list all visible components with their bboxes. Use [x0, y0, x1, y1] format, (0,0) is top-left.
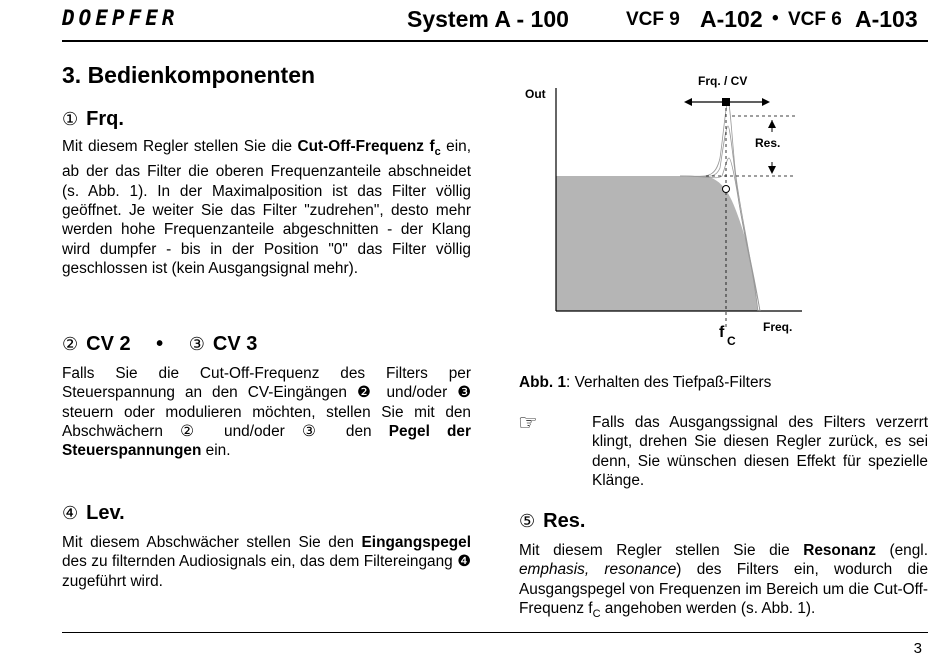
lev-text — [62, 533, 471, 591]
a103-label: A-103 — [855, 6, 918, 32]
frq-sub-c: c — [434, 146, 441, 159]
cv-text-part: Falls Sie die Cut-Off-Frequenz des Filters per Steuerspannung an den CV-Eingängen ❷ und/oder ❸ steuern oder modulieren möchten, stellen Sie mit den Abschwächern ② und/oder ③ den — [62, 365, 471, 440]
frq-heading — [62, 108, 124, 131]
note-text: Falls das Ausgangssignal des Filters verzerrt klingt, drehen Sie diesen Regler zurück, es sei denn, Sie wünschen diesen Effekt für spezielle Klänge. — [592, 414, 928, 489]
section-title: 3. Bedienkomponenten — [62, 62, 316, 88]
header-bullet: • — [772, 8, 779, 29]
res-arrow-top-head — [768, 120, 776, 128]
caption-label: Abb. 1 — [519, 374, 567, 391]
lev-heading — [62, 502, 125, 525]
frq-bold-cutoff: Cut-Off-Frequenz f — [297, 138, 435, 155]
res-text-part: angehoben werden (s. Abb. 1). — [600, 599, 816, 617]
cv3-title: CV 3 — [212, 333, 258, 355]
cv-text-part: ein. — [201, 442, 231, 460]
frq-marker — [722, 98, 730, 106]
system-title: System A - 100 — [407, 6, 569, 32]
page-number: 3 — [913, 640, 922, 657]
frq-text — [62, 137, 471, 278]
cv2-title: CV 2 — [86, 333, 131, 355]
cutoff-point — [723, 186, 730, 193]
lev-number: ④ — [62, 503, 79, 523]
res-title: Res. — [543, 510, 586, 532]
frq-text-part: ein, ab der das Filter die oberen Frequenzanteile abschneidet (s. Abb. 1). In der Maximalposition ist das Filter völlig geöffnet. Je weiter Sie das Filter "zudrehen", desto mehr werden hohe Frequenzanteile abgeschnitten - der Klang wird dumpfer - bis in der Position "0" das Filter völlig geschlossen ist (kein Ausgangsignal mehr). — [62, 138, 471, 277]
frq-text-part: Mit diesem Regler stellen Sie die — [62, 138, 298, 155]
lev-text-part: des zu filternden Audiosignals ein, das dem Filtereingang ❹ zugeführt wird. — [62, 553, 471, 590]
cv-dot: • — [156, 333, 164, 355]
res-arrow-bottom-head — [768, 166, 776, 174]
lowpass-figure — [510, 68, 810, 358]
fc-f-label: f — [719, 324, 725, 341]
freq-label: Freq. — [763, 320, 793, 334]
frq-cv-label: Frq. / CV — [698, 74, 748, 88]
a102-label: A-102 — [700, 6, 763, 32]
frq-arrow-left-head — [684, 98, 692, 106]
lev-title: Lev. — [86, 502, 125, 524]
cv3-number: ③ — [188, 334, 205, 354]
out-label: Out — [525, 87, 546, 101]
res-sub-c: C — [592, 607, 601, 620]
frq-arrow-right-head — [762, 98, 770, 106]
figure-caption — [519, 374, 771, 392]
res-text-part: Mit diesem Regler stellen Sie die — [519, 542, 804, 559]
res-text — [519, 541, 928, 624]
lev-bold-eingangspegel: Eingangspegel — [361, 534, 471, 551]
res-bold-resonanz: Resonanz — [803, 542, 876, 559]
cv-heading — [62, 333, 257, 356]
cv2-number: ② — [62, 334, 79, 354]
header-rule — [62, 40, 928, 42]
vcf9-label: VCF 9 — [626, 9, 680, 30]
res-italic-emphasis: emphasis, resonance — [519, 561, 677, 579]
res-label: Res. — [755, 136, 781, 150]
doepfer-logo: DOEPFER — [62, 6, 179, 30]
cv-text — [62, 364, 471, 460]
frq-title: Frq. — [86, 108, 124, 130]
res-heading — [519, 510, 585, 533]
footer-rule — [62, 632, 928, 633]
caption-text: : Verhalten des Tiefpaß-Filters — [566, 374, 772, 391]
vcf6-label: VCF 6 — [788, 9, 842, 30]
cv-bold-pegel: Pegel der Steuerspannungen — [62, 422, 471, 460]
lowpass-fill — [556, 176, 758, 311]
pointing-hand-icon: ☞ — [518, 410, 538, 435]
res-number: ⑤ — [519, 511, 536, 531]
res-text-part: ) des Filters ein, wodurch die Ausgangspegel von Frequenzen im Bereich um die Cut-Off-Frequenz f — [519, 561, 928, 617]
res-text-part: (engl. — [875, 542, 928, 559]
fc-c-label: C — [727, 334, 736, 348]
frq-number: ① — [62, 109, 79, 129]
lev-text-part: Mit diesem Abschwächer stellen Sie den — [62, 534, 362, 551]
